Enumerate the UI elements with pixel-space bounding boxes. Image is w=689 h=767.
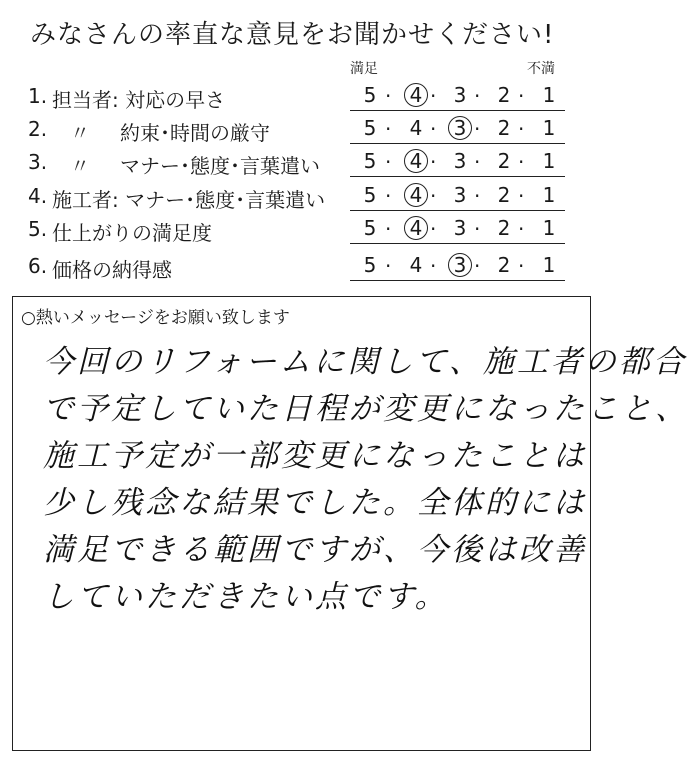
separator-dot: · [518,254,525,278]
rating-option[interactable]: 3 [453,83,467,107]
rating-scale [350,213,565,244]
ditto-mark: 〃 [70,154,90,178]
rating-option[interactable]: 1 [542,253,556,277]
rating-option[interactable]: 3 [453,149,467,173]
rating-option-selected[interactable]: 4 [404,83,428,107]
rating-option[interactable]: 2 [497,149,511,173]
handwritten-message [43,339,689,621]
separator-dot: · [518,150,525,174]
rating-option[interactable]: 1 [542,216,556,240]
rating-option[interactable]: 5 [363,116,377,140]
rating-option-selected[interactable]: 4 [404,216,428,240]
ditto-mark: 〃 [70,121,90,145]
message-line: 満足できる範囲ですが、今後は改善 [43,532,587,568]
rating-scale [350,80,565,111]
question-number: 5. [28,217,48,241]
message-line: 今回のリフォームに関して、施工者の都合 [43,344,687,380]
separator-dot: · [474,184,481,208]
rating-scale [350,180,565,211]
separator-dot: · [474,84,481,108]
rating-option[interactable]: 5 [363,216,377,240]
rating-option[interactable]: 2 [497,83,511,107]
separator-dot: · [430,150,437,174]
question-number: 4. [28,184,48,208]
rating-scale [350,113,565,144]
rating-option[interactable]: 4 [409,116,423,140]
question-number: 2. [28,117,48,141]
rating-option[interactable]: 2 [497,216,511,240]
question-row [0,180,612,214]
separator-dot: · [430,184,437,208]
rating-scale [350,146,565,177]
rating-option[interactable]: 1 [542,116,556,140]
separator-dot: · [518,117,525,141]
separator-dot: · [385,217,392,241]
message-box[interactable] [12,296,689,751]
separator-dot: · [430,117,437,141]
separator-dot: · [474,117,481,141]
question-sublabel: マナー･態度･言葉遣い [120,154,320,178]
separator-dot: · [518,84,525,108]
question-row [0,213,612,247]
question-row [0,80,612,114]
question-row [0,146,612,180]
rating-option[interactable]: 2 [497,116,511,140]
separator-dot: · [518,217,525,241]
rating-option-selected[interactable]: 3 [448,253,472,277]
rating-option[interactable]: 1 [542,83,556,107]
rating-option[interactable]: 3 [453,216,467,240]
question-row [0,113,612,147]
separator-dot: · [385,84,392,108]
separator-dot: · [385,117,392,141]
rating-option-selected[interactable]: 3 [448,116,472,140]
rating-option[interactable]: 4 [409,253,423,277]
message-line: していただきたい点です。 [43,579,449,615]
form-title: みなさんの率直な意見をお聞かせください! [30,20,555,50]
rating-option[interactable]: 5 [363,83,377,107]
rating-option[interactable]: 5 [363,253,377,277]
rating-option-selected[interactable]: 4 [404,183,428,207]
rating-option[interactable]: 1 [542,149,556,173]
rating-option[interactable]: 1 [542,183,556,207]
scale-dissatisfied-label: 不満 [527,61,555,77]
separator-dot: · [474,217,481,241]
question-label: 価格の納得感 [52,258,172,282]
message-heading: ○熱いメッセージをお願い致します [21,308,290,328]
question-label: 施工者: マナー･態度･言葉遣い [52,188,326,212]
separator-dot: · [385,184,392,208]
rating-option-selected[interactable]: 4 [404,149,428,173]
question-label: 仕上がりの満足度 [52,221,212,245]
question-row [0,250,612,284]
question-sublabel: 約束･時間の厳守 [120,121,270,145]
question-label: 担当者: 対応の早さ [52,88,226,112]
separator-dot: · [430,217,437,241]
rating-option[interactable]: 2 [497,253,511,277]
separator-dot: · [385,150,392,174]
separator-dot: · [474,150,481,174]
rating-option[interactable]: 3 [453,183,467,207]
question-number: 3. [28,150,48,174]
question-number: 6. [28,254,48,278]
message-line: で予定していた日程が変更になったこと、 [43,391,689,427]
message-line: 少し残念な結果でした。全体的には [43,485,587,521]
rating-option[interactable]: 5 [363,149,377,173]
rating-option[interactable]: 5 [363,183,377,207]
separator-dot: · [518,184,525,208]
separator-dot: · [430,84,437,108]
separator-dot: · [385,254,392,278]
question-number: 1. [28,84,48,108]
rating-scale [350,250,565,281]
message-line: 施工予定が一部変更になったことは [43,438,587,474]
rating-option[interactable]: 2 [497,183,511,207]
separator-dot: · [430,254,437,278]
separator-dot: · [474,254,481,278]
scale-satisfied-label: 満足 [350,61,378,77]
